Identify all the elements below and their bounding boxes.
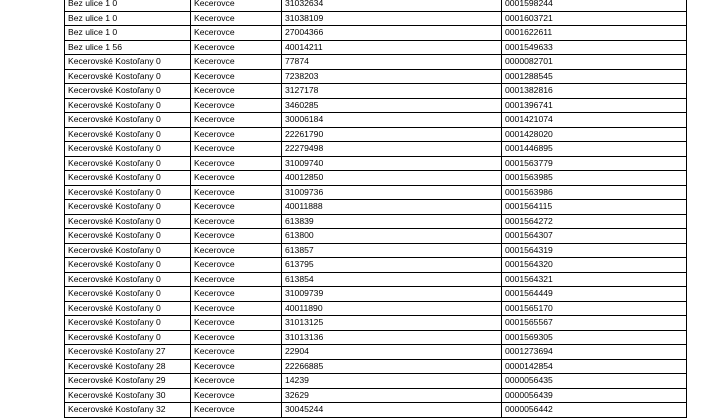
code-cell: 0001564321: [502, 272, 687, 287]
municipality-cell: Kecerovce: [191, 200, 282, 215]
code-cell: 0001446895: [502, 142, 687, 157]
address-cell: Kecerovské Kostoľany 0: [65, 113, 191, 128]
address-cell: Kecerovské Kostoľany 0: [65, 287, 191, 302]
table-row: [65, 69, 687, 84]
id-number-cell: 30006184: [282, 113, 502, 128]
id-number-cell: 30045244: [282, 403, 502, 418]
code-cell: 0000142854: [502, 359, 687, 374]
address-cell: Kecerovské Kostoľany 0: [65, 301, 191, 316]
id-number-cell: 3460285: [282, 98, 502, 113]
id-number-cell: 613854: [282, 272, 502, 287]
address-cell: Bez ulice 1 56: [65, 40, 191, 55]
municipality-cell: Kecerovce: [191, 403, 282, 418]
table-row: [65, 156, 687, 171]
table-row: [65, 287, 687, 302]
address-cell: Kecerovské Kostoľany 0: [65, 330, 191, 345]
code-cell: 0001563985: [502, 171, 687, 186]
code-cell: 0001563779: [502, 156, 687, 171]
municipality-cell: Kecerovce: [191, 345, 282, 360]
municipality-cell: Kecerovce: [191, 127, 282, 142]
code-cell: 0001288545: [502, 69, 687, 84]
municipality-cell: Kecerovce: [191, 55, 282, 70]
id-number-cell: 31009740: [282, 156, 502, 171]
id-number-cell: 22266885: [282, 359, 502, 374]
table-body: [65, 0, 687, 417]
municipality-cell: Kecerovce: [191, 301, 282, 316]
municipality-cell: Kecerovce: [191, 98, 282, 113]
municipality-cell: Kecerovce: [191, 359, 282, 374]
address-cell: Kecerovské Kostoľany 0: [65, 127, 191, 142]
code-cell: 0001603721: [502, 11, 687, 26]
id-number-cell: 613857: [282, 243, 502, 258]
table-row: [65, 26, 687, 41]
id-number-cell: 22904: [282, 345, 502, 360]
code-cell: 0000056435: [502, 374, 687, 389]
address-cell: Kecerovské Kostoľany 0: [65, 84, 191, 99]
table-row: [65, 330, 687, 345]
table-row: [65, 11, 687, 26]
municipality-cell: Kecerovce: [191, 156, 282, 171]
address-cell: Bez ulice 1 0: [65, 26, 191, 41]
address-cell: Kecerovské Kostoľany 27: [65, 345, 191, 360]
municipality-cell: Kecerovce: [191, 142, 282, 157]
id-number-cell: 77874: [282, 55, 502, 70]
id-number-cell: 613839: [282, 214, 502, 229]
address-cell: Kecerovské Kostoľany 0: [65, 316, 191, 331]
table-row: [65, 185, 687, 200]
municipality-cell: Kecerovce: [191, 214, 282, 229]
municipality-cell: Kecerovce: [191, 40, 282, 55]
municipality-cell: Kecerovce: [191, 69, 282, 84]
address-cell: Kecerovské Kostoľany 0: [65, 272, 191, 287]
municipality-cell: Kecerovce: [191, 11, 282, 26]
id-number-cell: 613800: [282, 229, 502, 244]
municipality-cell: Kecerovce: [191, 229, 282, 244]
table-row: [65, 127, 687, 142]
table-row: [65, 359, 687, 374]
address-cell: Kecerovské Kostoľany 0: [65, 142, 191, 157]
code-cell: 0001563986: [502, 185, 687, 200]
id-number-cell: 27004366: [282, 26, 502, 41]
code-cell: 0000056442: [502, 403, 687, 418]
id-number-cell: 22279498: [282, 142, 502, 157]
municipality-cell: Kecerovce: [191, 26, 282, 41]
code-cell: 0001564272: [502, 214, 687, 229]
address-cell: Kecerovské Kostoľany 0: [65, 98, 191, 113]
municipality-cell: Kecerovce: [191, 185, 282, 200]
code-cell: 0000082701: [502, 55, 687, 70]
municipality-cell: Kecerovce: [191, 272, 282, 287]
code-cell: 0001564449: [502, 287, 687, 302]
table-row: [65, 316, 687, 331]
id-number-cell: 32629: [282, 388, 502, 403]
code-cell: 0001598244: [502, 0, 687, 11]
table-row: [65, 388, 687, 403]
table-row: [65, 403, 687, 418]
address-cell: Kecerovské Kostoľany 0: [65, 69, 191, 84]
table-row: [65, 142, 687, 157]
table-row: [65, 374, 687, 389]
id-number-cell: 31013125: [282, 316, 502, 331]
table-row: [65, 272, 687, 287]
id-number-cell: 40011888: [282, 200, 502, 215]
table-row: [65, 301, 687, 316]
municipality-cell: Kecerovce: [191, 0, 282, 11]
address-cell: Kecerovské Kostoľany 0: [65, 156, 191, 171]
id-number-cell: 3127178: [282, 84, 502, 99]
municipality-cell: Kecerovce: [191, 388, 282, 403]
id-number-cell: 14239: [282, 374, 502, 389]
code-cell: 0000056439: [502, 388, 687, 403]
address-cell: Kecerovské Kostoľany 28: [65, 359, 191, 374]
address-cell: Kecerovské Kostoľany 0: [65, 171, 191, 186]
address-cell: Bez ulice 1 0: [65, 11, 191, 26]
address-cell: Bez ulice 1 0: [65, 0, 191, 11]
table-row: [65, 243, 687, 258]
code-cell: 0001396741: [502, 98, 687, 113]
id-number-cell: 40011890: [282, 301, 502, 316]
table-row: [65, 171, 687, 186]
address-cell: Kecerovské Kostoľany 0: [65, 243, 191, 258]
code-cell: 0001564320: [502, 258, 687, 273]
code-cell: 0001382816: [502, 84, 687, 99]
code-cell: 0001428020: [502, 127, 687, 142]
code-cell: 0001549633: [502, 40, 687, 55]
municipality-cell: Kecerovce: [191, 316, 282, 331]
id-number-cell: 7238203: [282, 69, 502, 84]
code-cell: 0001569305: [502, 330, 687, 345]
municipality-cell: Kecerovce: [191, 243, 282, 258]
code-cell: 0001564319: [502, 243, 687, 258]
address-cell: Kecerovské Kostoľany 0: [65, 185, 191, 200]
table-row: [65, 200, 687, 215]
id-number-cell: 31013136: [282, 330, 502, 345]
municipality-cell: Kecerovce: [191, 258, 282, 273]
table-row: [65, 55, 687, 70]
address-cell: Kecerovské Kostoľany 0: [65, 200, 191, 215]
table-row: [65, 113, 687, 128]
table-row: [65, 40, 687, 55]
code-cell: 0001421074: [502, 113, 687, 128]
municipality-cell: Kecerovce: [191, 330, 282, 345]
address-table: [64, 0, 687, 418]
address-cell: Kecerovské Kostoľany 29: [65, 374, 191, 389]
table-row: [65, 229, 687, 244]
municipality-cell: Kecerovce: [191, 113, 282, 128]
data-sheet: [64, 0, 687, 418]
id-number-cell: 22261790: [282, 127, 502, 142]
id-number-cell: 31038109: [282, 11, 502, 26]
id-number-cell: 40014211: [282, 40, 502, 55]
id-number-cell: 31009739: [282, 287, 502, 302]
code-cell: 0001622611: [502, 26, 687, 41]
table-row: [65, 345, 687, 360]
id-number-cell: 31009736: [282, 185, 502, 200]
table-row: [65, 214, 687, 229]
id-number-cell: 31032634: [282, 0, 502, 11]
municipality-cell: Kecerovce: [191, 374, 282, 389]
municipality-cell: Kecerovce: [191, 287, 282, 302]
table-row: [65, 258, 687, 273]
table-row: [65, 84, 687, 99]
code-cell: 0001273694: [502, 345, 687, 360]
id-number-cell: 613795: [282, 258, 502, 273]
table-row: [65, 98, 687, 113]
municipality-cell: Kecerovce: [191, 84, 282, 99]
address-cell: Kecerovské Kostoľany 0: [65, 55, 191, 70]
code-cell: 0001565170: [502, 301, 687, 316]
code-cell: 0001564115: [502, 200, 687, 215]
table-row: [65, 0, 687, 11]
address-cell: Kecerovské Kostoľany 0: [65, 214, 191, 229]
address-cell: Kecerovské Kostoľany 0: [65, 229, 191, 244]
address-cell: Kecerovské Kostoľany 32: [65, 403, 191, 418]
address-cell: Kecerovské Kostoľany 30: [65, 388, 191, 403]
id-number-cell: 40012850: [282, 171, 502, 186]
code-cell: 0001565567: [502, 316, 687, 331]
municipality-cell: Kecerovce: [191, 171, 282, 186]
address-cell: Kecerovské Kostoľany 0: [65, 258, 191, 273]
code-cell: 0001564307: [502, 229, 687, 244]
